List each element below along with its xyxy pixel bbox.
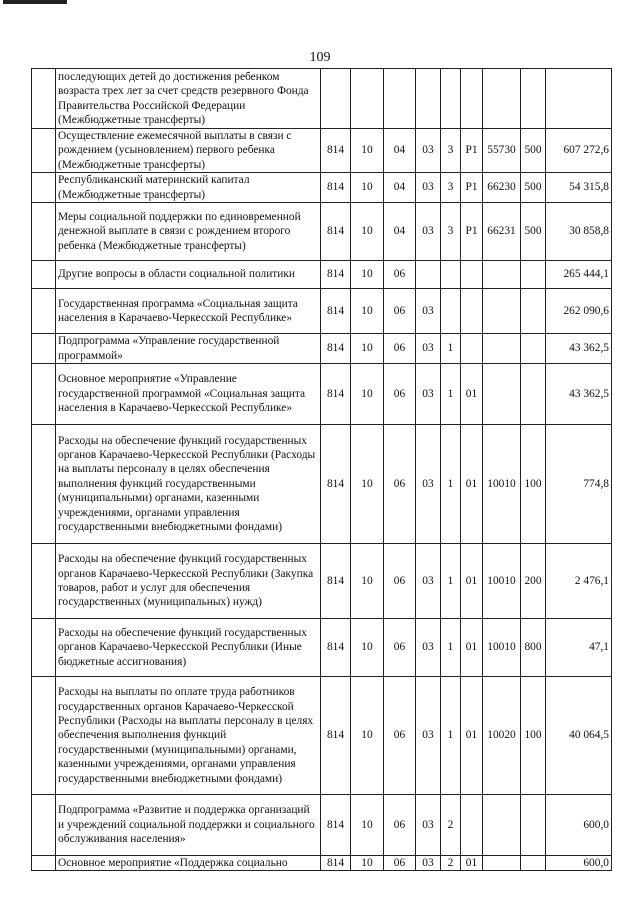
section-cell: 10 xyxy=(351,289,384,334)
program-cell xyxy=(416,69,441,129)
description-cell: Государственная программа «Социальная защита населения в Карачаево-Черкесской Республике» xyxy=(56,289,321,334)
description-cell: последующих детей до достижения ребенком возраста трех лет за счет средств резервного Фонда Правительства Российской Федерации (Межбюджетные трансферты) xyxy=(56,69,321,129)
program-cell: 03 xyxy=(416,795,441,856)
event-cell: 01 xyxy=(461,425,483,544)
event-cell: 01 xyxy=(461,856,483,871)
section-cell xyxy=(351,69,384,129)
expense-type-cell: 200 xyxy=(521,544,546,619)
program-cell: 03 xyxy=(416,173,441,203)
subprogram-cell: 1 xyxy=(441,425,461,544)
row-marker-cell xyxy=(32,203,56,261)
event-cell: 01 xyxy=(461,619,483,677)
code-cell: 814 xyxy=(321,173,351,203)
row-marker-cell xyxy=(32,677,56,795)
section-cell: 10 xyxy=(351,129,384,173)
subsection-cell: 04 xyxy=(384,203,416,261)
event-cell: 01 xyxy=(461,677,483,795)
expense-type-cell: 100 xyxy=(521,677,546,795)
expense-type-cell xyxy=(521,364,546,425)
subprogram-cell: 3 xyxy=(441,129,461,173)
description-cell: Республиканский материнский капитал (Межбюджетные трансферты) xyxy=(56,173,321,203)
expense-type-cell: 500 xyxy=(521,173,546,203)
table-row xyxy=(32,173,612,203)
row-marker-cell xyxy=(32,129,56,173)
subprogram-cell: 3 xyxy=(441,173,461,203)
event-cell xyxy=(461,795,483,856)
row-marker-cell xyxy=(32,173,56,203)
event-cell: Р1 xyxy=(461,203,483,261)
row-marker-cell xyxy=(32,619,56,677)
row-marker-cell xyxy=(32,795,56,856)
event-cell: 01 xyxy=(461,544,483,619)
subsection-cell: 06 xyxy=(384,261,416,289)
program-cell: 03 xyxy=(416,334,441,364)
amount-cell: 40 064,5 xyxy=(546,677,612,795)
program-cell: 03 xyxy=(416,856,441,871)
subsection-cell: 04 xyxy=(384,173,416,203)
section-cell: 10 xyxy=(351,334,384,364)
amount-cell: 600,0 xyxy=(546,795,612,856)
subsection-cell: 06 xyxy=(384,856,416,871)
subprogram-cell: 2 xyxy=(441,795,461,856)
event-cell xyxy=(461,289,483,334)
amount-cell: 600,0 xyxy=(546,856,612,871)
program-cell xyxy=(416,261,441,289)
section-cell: 10 xyxy=(351,203,384,261)
description-cell: Основное мероприятие «Управление государственной программой «Социальная защита населения в Карачаево-Черкесской Республике» xyxy=(56,364,321,425)
section-cell: 10 xyxy=(351,425,384,544)
amount-cell: 774,8 xyxy=(546,425,612,544)
target-article-cell xyxy=(483,795,521,856)
section-cell: 10 xyxy=(351,261,384,289)
description-cell: Расходы на выплаты по оплате труда работников государственных органов Карачаево-Черкесской Республики (Расходы на выплаты персоналу в целях обеспечения выполнения функций государственными (муниципальными) органами, казенными учреждениями, органами управления государственными внебюджетными фондами) xyxy=(56,677,321,795)
event-cell: Р1 xyxy=(461,173,483,203)
amount-cell: 607 272,6 xyxy=(546,129,612,173)
table-row xyxy=(32,289,612,334)
code-cell: 814 xyxy=(321,677,351,795)
table-row xyxy=(32,364,612,425)
subsection-cell: 06 xyxy=(384,619,416,677)
description-cell: Осуществление ежемесячной выплаты в связи с рождением (усыновлением) первого ребенка (Межбюджетные трансферты) xyxy=(56,129,321,173)
subprogram-cell xyxy=(441,261,461,289)
amount-cell xyxy=(546,69,612,129)
code-cell: 814 xyxy=(321,289,351,334)
row-marker-cell xyxy=(32,289,56,334)
table-row xyxy=(32,203,612,261)
subsection-cell: 06 xyxy=(384,425,416,544)
event-cell xyxy=(461,261,483,289)
subsection-cell xyxy=(384,69,416,129)
subprogram-cell: 1 xyxy=(441,364,461,425)
section-cell: 10 xyxy=(351,619,384,677)
target-article-cell: 66231 xyxy=(483,203,521,261)
event-cell xyxy=(461,334,483,364)
code-cell: 814 xyxy=(321,544,351,619)
description-cell: Расходы на обеспечение функций государственных органов Карачаево-Черкесской Республики (Закупка товаров, работ и услуг для обеспечения государственных (муниципальных) нужд) xyxy=(56,544,321,619)
subprogram-cell: 1 xyxy=(441,334,461,364)
description-cell: Расходы на обеспечение функций государственных органов Карачаево-Черкесской Республики (Иные бюджетные ассигнования) xyxy=(56,619,321,677)
amount-cell: 30 858,8 xyxy=(546,203,612,261)
code-cell: 814 xyxy=(321,425,351,544)
page-number: 109 xyxy=(309,50,331,65)
expense-type-cell xyxy=(521,69,546,129)
target-article-cell xyxy=(483,856,521,871)
subprogram-cell xyxy=(441,69,461,129)
program-cell: 03 xyxy=(416,425,441,544)
expense-type-cell xyxy=(521,795,546,856)
expense-type-cell xyxy=(521,261,546,289)
target-article-cell: 10010 xyxy=(483,544,521,619)
amount-cell: 262 090,6 xyxy=(546,289,612,334)
section-cell: 10 xyxy=(351,173,384,203)
section-cell: 10 xyxy=(351,856,384,871)
description-cell: Меры социальной поддержки по единовременной денежной выплате в связи с рождением второго ребенка (Межбюджетные трансферты) xyxy=(56,203,321,261)
row-marker-cell xyxy=(32,544,56,619)
row-marker-cell xyxy=(32,364,56,425)
row-marker-cell xyxy=(32,425,56,544)
program-cell: 03 xyxy=(416,364,441,425)
program-cell: 03 xyxy=(416,677,441,795)
amount-cell: 54 315,8 xyxy=(546,173,612,203)
target-article-cell: 10010 xyxy=(483,619,521,677)
table-row xyxy=(32,856,612,871)
expense-type-cell: 500 xyxy=(521,129,546,173)
code-cell: 814 xyxy=(321,856,351,871)
subsection-cell: 04 xyxy=(384,129,416,173)
program-cell: 03 xyxy=(416,289,441,334)
amount-cell: 43 362,5 xyxy=(546,364,612,425)
section-cell: 10 xyxy=(351,544,384,619)
budget-table xyxy=(31,68,612,871)
event-cell xyxy=(461,69,483,129)
target-article-cell xyxy=(483,261,521,289)
amount-cell: 265 444,1 xyxy=(546,261,612,289)
table-row xyxy=(32,425,612,544)
target-article-cell xyxy=(483,334,521,364)
code-cell: 814 xyxy=(321,795,351,856)
subprogram-cell xyxy=(441,289,461,334)
amount-cell: 47,1 xyxy=(546,619,612,677)
header-rule xyxy=(3,0,67,4)
target-article-cell xyxy=(483,364,521,425)
code-cell: 814 xyxy=(321,619,351,677)
event-cell: Р1 xyxy=(461,129,483,173)
program-cell: 03 xyxy=(416,129,441,173)
expense-type-cell xyxy=(521,289,546,334)
table-row xyxy=(32,334,612,364)
table-row xyxy=(32,69,612,129)
code-cell: 814 xyxy=(321,334,351,364)
description-cell: Расходы на обеспечение функций государственных органов Карачаево-Черкесской Республики (Расходы на выплаты персоналу в целях обеспечения выполнения функций государственными (муниципальными) органами, казенными учреждениями, органами управления государственными внебюджетными фондами) xyxy=(56,425,321,544)
subsection-cell: 06 xyxy=(384,795,416,856)
section-cell: 10 xyxy=(351,677,384,795)
target-article-cell: 66230 xyxy=(483,173,521,203)
table-row xyxy=(32,129,612,173)
row-marker-cell xyxy=(32,856,56,871)
description-cell: Другие вопросы в области социальной политики xyxy=(56,261,321,289)
event-cell: 01 xyxy=(461,364,483,425)
amount-cell: 43 362,5 xyxy=(546,334,612,364)
table-row xyxy=(32,677,612,795)
target-article-cell: 55730 xyxy=(483,129,521,173)
expense-type-cell: 100 xyxy=(521,425,546,544)
subprogram-cell: 1 xyxy=(441,544,461,619)
section-cell: 10 xyxy=(351,795,384,856)
amount-cell: 2 476,1 xyxy=(546,544,612,619)
target-article-cell: 10020 xyxy=(483,677,521,795)
subprogram-cell: 3 xyxy=(441,203,461,261)
description-cell: Подпрограмма «Развитие и поддержка организаций и учреждений социальной поддержки и социального обслуживания населения» xyxy=(56,795,321,856)
subsection-cell: 06 xyxy=(384,289,416,334)
table-row xyxy=(32,261,612,289)
expense-type-cell xyxy=(521,856,546,871)
row-marker-cell xyxy=(32,261,56,289)
row-marker-cell xyxy=(32,69,56,129)
subprogram-cell: 2 xyxy=(441,856,461,871)
program-cell: 03 xyxy=(416,619,441,677)
subprogram-cell: 1 xyxy=(441,619,461,677)
description-cell: Основное мероприятие «Поддержка социально xyxy=(56,856,321,871)
code-cell: 814 xyxy=(321,203,351,261)
description-cell: Подпрограмма «Управление государственной программой» xyxy=(56,334,321,364)
table-row xyxy=(32,795,612,856)
subprogram-cell: 1 xyxy=(441,677,461,795)
code-cell: 814 xyxy=(321,364,351,425)
code-cell: 814 xyxy=(321,129,351,173)
subsection-cell: 06 xyxy=(384,334,416,364)
subsection-cell: 06 xyxy=(384,364,416,425)
target-article-cell xyxy=(483,289,521,334)
expense-type-cell: 500 xyxy=(521,203,546,261)
row-marker-cell xyxy=(32,334,56,364)
program-cell: 03 xyxy=(416,544,441,619)
table-row xyxy=(32,619,612,677)
expense-type-cell: 800 xyxy=(521,619,546,677)
subsection-cell: 06 xyxy=(384,544,416,619)
expense-type-cell xyxy=(521,334,546,364)
subsection-cell: 06 xyxy=(384,677,416,795)
target-article-cell xyxy=(483,69,521,129)
program-cell: 03 xyxy=(416,203,441,261)
code-cell: 814 xyxy=(321,261,351,289)
target-article-cell: 10010 xyxy=(483,425,521,544)
table-row xyxy=(32,544,612,619)
code-cell xyxy=(321,69,351,129)
section-cell: 10 xyxy=(351,364,384,425)
